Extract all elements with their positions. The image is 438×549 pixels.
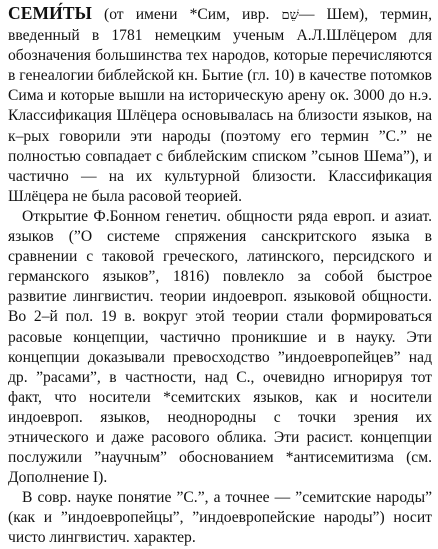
hebrew-word: שֵׁם	[281, 8, 299, 23]
definition-body-text: — Шем), термин, введенный в 1781 немецким ученым А.Л.Шлёцером для обозначения большинства тех народов, которые перечисляются в генеалогии библейской кн. Бытие (гл. 10) в качестве потомков Сима и которые вышли на историческую арену ок. 3000 до н.э. Классификация Шлёцера основывалась на близости языков, на к–рых говорили эти народы (поэтому его термин ”С.” не полностью совпадает с библейским списком ”сынов Шема”), и частично — на их культурной близости. Классификация Шлёцера не была расовой теорией.	[8, 6, 432, 205]
paragraph-definition	[8, 3, 432, 207]
definition-intro-text: (от имени *Сим, ивр.	[91, 6, 282, 23]
paragraph-modern-science: В совр. науке понятие ”С.”, а точнее — ”семитские народы” (как и ”индоевропейцы”, ”индоевропейские народы”) носит чисто лингвистич. характер.	[8, 489, 432, 547]
entry-headword: СЕМИ́ТЫ	[8, 3, 92, 23]
paragraph-bopp-discovery: Открытие Ф.Бонном генетич. общности ряда европ. и азиат. языков (”О системе спряжения санскритского языка в сравнении с таковой греческого, латинского, персидского и германского языков”, 1816) повлекло за собой быстрое развитие лингвистич. теории индоевроп. языковой общности. Во 2–й пол. 19 в. вокруг этой теории стали формироваться расовые концепции, частично проникшие и в науку. Эти концепции доказывали превосходство ”индоевропейцев” над др. ”расами”, в частности, над С., очевидно игнорируя тот факт, что носители *семитских языков, как и носители индоевроп. языков, неоднородны с точки зрения их этнического и даже расового облика. Эти расист. концепции послужили ”научным” обоснованием *антисемитизма (см. Дополнение I).	[8, 207, 432, 487]
